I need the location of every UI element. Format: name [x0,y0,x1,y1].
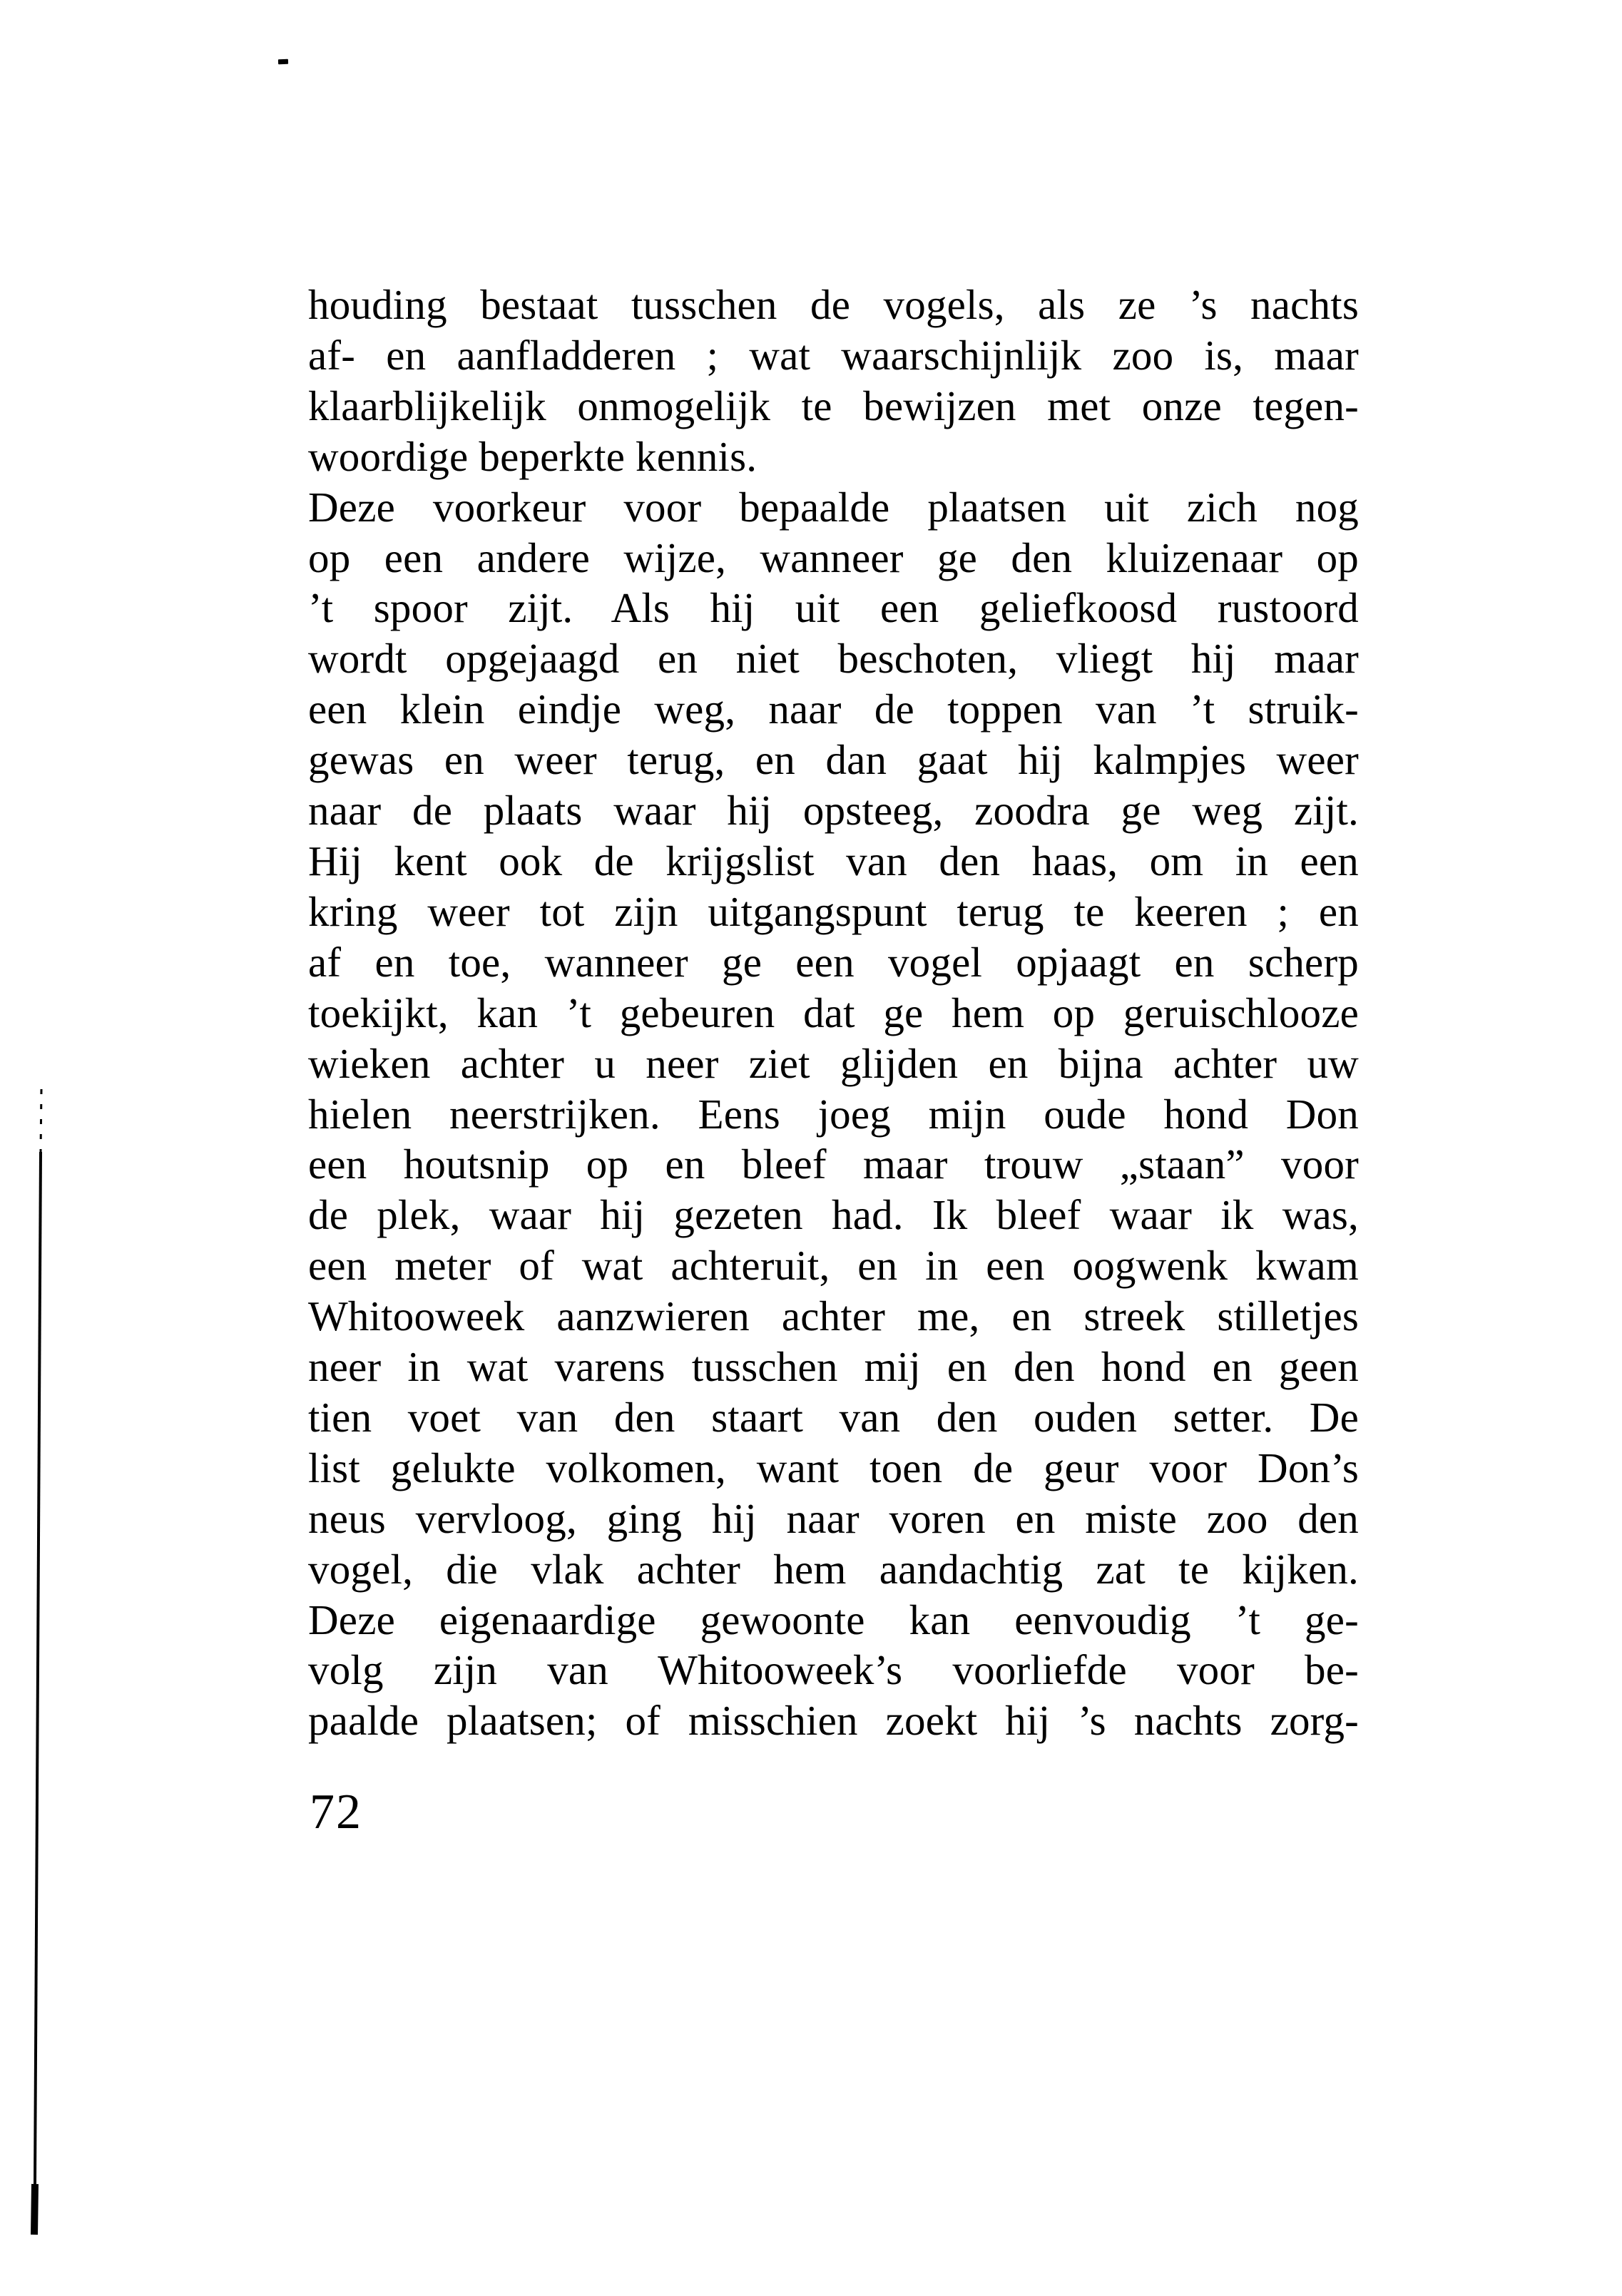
text-line: Whitooweek aanzwieren achter me, en streek stilletjes [308,1292,1359,1340]
text-block [308,280,1359,1746]
text-line: volg zijn van Whitooweek’s voorliefde voor be- [308,1646,1359,1694]
text-line: Deze voorkeur voor bepaalde plaatsen uit zich nog [308,483,1359,531]
text-line: hielen neerstrijken. Eens joeg mijn oude hond Don [308,1090,1359,1138]
text-line: Hij kent ook de krijgslist van den haas, om in een [308,837,1359,884]
text-line: naar de plaats waar hij opsteeg, zoodra ge weg zijt. [308,787,1359,835]
text-line: paalde plaatsen; of misschien zoekt hij ’s nachts zorg- [308,1697,1359,1745]
text-line: toekijkt, kan ’t gebeuren dat ge hem op geruischlooze [308,989,1359,1036]
ink-speck-mark [278,59,288,64]
text-line: tien voet van den staart van den ouden setter. De [308,1393,1359,1441]
text-line: wieken achter u neer ziet glijden en bijna achter uw [308,1039,1359,1087]
text-line: klaarblijkelijk onmogelijk te bewijzen met onze tegen- [308,382,1359,429]
page-number: 72 [310,1785,362,1840]
text-line: Deze eigenaardige gewoonte kan eenvoudig ’t ge- [308,1596,1359,1643]
text-line: vogel, die vlak achter hem aandachtig zat te kijken. [308,1545,1359,1593]
text-line: neus vervloog, ging hij naar voren en miste zoo den [308,1494,1359,1542]
text-line: op een andere wijze, wanneer ge den kluizenaar op [308,534,1359,581]
text-line: gewas en weer terug, en dan gaat hij kalmpjes weer [308,736,1359,784]
text-line: list gelukte volkomen, want toen de geur voor Don’s [308,1444,1359,1491]
text-line: af en toe, wanneer ge een vogel opjaagt en scherp [308,938,1359,986]
text-line: een meter of wat achteruit, en in een oogwenk kwam [308,1242,1359,1290]
text-line: ’t spoor zijt. Als hij uit een geliefkoosd rustoord [308,584,1359,632]
text-line: wordt opgejaagd en niet beschoten, vliegt hij maar [308,635,1359,683]
text-line: een houtsnip op en bleef maar trouw „staan” voor [308,1141,1359,1188]
scan-gutter-artifact-line [0,0,86,2296]
text-line: de plek, waar hij gezeten had. Ik bleef waar ik was, [308,1191,1359,1239]
text-line: kring weer tot zijn uitgangspunt terug te keeren ; en [308,887,1359,935]
text-line: neer in wat varens tusschen mij en den hond en geen [308,1343,1359,1391]
text-line: af- en aanfladderen ; wat waarschijnlijk zoo is, maar [308,331,1359,379]
text-line: houding bestaat tusschen de vogels, als ze ’s nachts [308,281,1359,328]
text-line: woordige beperkte kennis. [308,432,758,480]
text-line: een klein eindje weg, naar de toppen van ’t struik- [308,685,1359,733]
